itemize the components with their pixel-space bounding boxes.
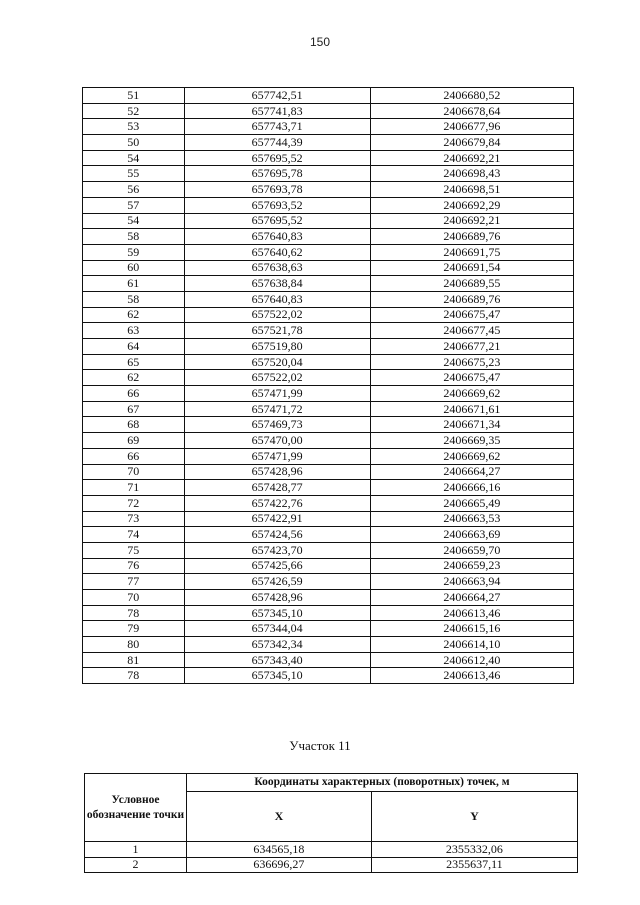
- header-row: [85, 774, 578, 792]
- header-y: Y: [371, 792, 577, 842]
- point-number-cell: 77: [83, 574, 185, 590]
- table-row: [83, 417, 574, 433]
- table-row: [85, 857, 578, 873]
- x-coordinate-cell: 657342,34: [184, 637, 370, 653]
- point-number-cell: 81: [83, 652, 185, 668]
- table-row: [83, 323, 574, 339]
- x-coordinate-cell: 657428,96: [184, 590, 370, 606]
- point-number-cell: 69: [83, 433, 185, 449]
- x-coordinate-cell: 657344,04: [184, 621, 370, 637]
- table-row: [83, 229, 574, 245]
- point-number-cell: 79: [83, 621, 185, 637]
- coordinates-table-body: [83, 88, 574, 684]
- table-row: [83, 291, 574, 307]
- table-row: [83, 652, 574, 668]
- table-row: [83, 605, 574, 621]
- x-coordinate-cell: 657471,99: [184, 448, 370, 464]
- point-number-cell: 2: [85, 857, 187, 873]
- point-number-cell: 66: [83, 448, 185, 464]
- point-number-cell: 62: [83, 307, 185, 323]
- point-number-cell: 51: [83, 88, 185, 104]
- y-coordinate-cell: 2406675,23: [370, 354, 573, 370]
- section-coordinates-table: [84, 773, 578, 873]
- x-coordinate-cell: 657422,91: [184, 511, 370, 527]
- x-coordinate-cell: 657471,72: [184, 401, 370, 417]
- y-coordinate-cell: 2406675,47: [370, 307, 573, 323]
- point-number-cell: 76: [83, 558, 185, 574]
- section-title: Участок 11: [289, 738, 351, 753]
- y-coordinate-cell: 2406613,46: [370, 668, 573, 684]
- x-coordinate-cell: 657638,63: [184, 260, 370, 276]
- x-coordinate-cell: 657693,52: [184, 197, 370, 213]
- y-coordinate-cell: 2406671,34: [370, 417, 573, 433]
- page-number: 150: [309, 35, 331, 49]
- point-number-cell: 73: [83, 511, 185, 527]
- x-coordinate-cell: 657422,76: [184, 495, 370, 511]
- point-number-cell: 58: [83, 291, 185, 307]
- table-row: [83, 574, 574, 590]
- table-row: [83, 182, 574, 198]
- x-coordinate-cell: 634565,18: [187, 842, 372, 858]
- point-number-cell: 66: [83, 386, 185, 402]
- table-row: [83, 433, 574, 449]
- table-row: [83, 166, 574, 182]
- x-coordinate-cell: 657345,10: [184, 668, 370, 684]
- y-coordinate-cell: 2406678,64: [370, 103, 573, 119]
- x-coordinate-cell: 657426,59: [184, 574, 370, 590]
- y-coordinate-cell: 2406679,84: [370, 135, 573, 151]
- table-row: [83, 260, 574, 276]
- y-coordinate-cell: 2406689,76: [370, 291, 573, 307]
- y-coordinate-cell: 2406669,62: [370, 386, 573, 402]
- y-coordinate-cell: 2406663,69: [370, 527, 573, 543]
- x-coordinate-cell: 657640,83: [184, 291, 370, 307]
- x-coordinate-cell: 657742,51: [184, 88, 370, 104]
- point-number-cell: 1: [85, 842, 187, 858]
- x-coordinate-cell: 657693,78: [184, 182, 370, 198]
- table-row: [83, 511, 574, 527]
- y-coordinate-cell: 2406613,46: [370, 605, 573, 621]
- x-coordinate-cell: 657423,70: [184, 542, 370, 558]
- point-number-cell: 80: [83, 637, 185, 653]
- y-coordinate-cell: 2406698,43: [370, 166, 573, 182]
- x-coordinate-cell: 657343,40: [184, 652, 370, 668]
- table-row: [83, 276, 574, 292]
- y-coordinate-cell: 2406615,16: [370, 621, 573, 637]
- point-number-cell: 68: [83, 417, 185, 433]
- table-row: [83, 590, 574, 606]
- y-coordinate-cell: 2406669,35: [370, 433, 573, 449]
- y-coordinate-cell: 2406675,47: [370, 370, 573, 386]
- y-coordinate-cell: 2406677,96: [370, 119, 573, 135]
- point-number-cell: 70: [83, 464, 185, 480]
- header-x: X: [187, 792, 372, 842]
- y-coordinate-cell: 2406698,51: [370, 182, 573, 198]
- y-coordinate-cell: 2406691,54: [370, 260, 573, 276]
- section-table-body: [85, 842, 578, 873]
- x-coordinate-cell: 657425,66: [184, 558, 370, 574]
- y-coordinate-cell: 2406663,53: [370, 511, 573, 527]
- x-coordinate-cell: 657521,78: [184, 323, 370, 339]
- table-row: [83, 637, 574, 653]
- x-coordinate-cell: 657640,62: [184, 244, 370, 260]
- table-row: [83, 307, 574, 323]
- y-coordinate-cell: 2406612,40: [370, 652, 573, 668]
- point-number-cell: 63: [83, 323, 185, 339]
- table-row: [83, 354, 574, 370]
- point-number-cell: 78: [83, 668, 185, 684]
- point-number-cell: 50: [83, 135, 185, 151]
- x-coordinate-cell: 657638,84: [184, 276, 370, 292]
- point-number-cell: 71: [83, 480, 185, 496]
- y-coordinate-cell: 2406692,29: [370, 197, 573, 213]
- table-row: [83, 370, 574, 386]
- y-coordinate-cell: 2355332,06: [371, 842, 577, 858]
- y-coordinate-cell: 2406665,49: [370, 495, 573, 511]
- y-coordinate-cell: 2406669,62: [370, 448, 573, 464]
- y-coordinate-cell: 2406664,27: [370, 464, 573, 480]
- point-number-cell: 52: [83, 103, 185, 119]
- x-coordinate-cell: 636696,27: [187, 857, 372, 873]
- y-coordinate-cell: 2406692,21: [370, 150, 573, 166]
- table-row: [83, 542, 574, 558]
- point-number-cell: 60: [83, 260, 185, 276]
- x-coordinate-cell: 657428,77: [184, 480, 370, 496]
- point-number-cell: 70: [83, 590, 185, 606]
- table-row: [83, 244, 574, 260]
- x-coordinate-cell: 657519,80: [184, 339, 370, 355]
- table-row: [83, 88, 574, 104]
- x-coordinate-cell: 657695,52: [184, 150, 370, 166]
- point-number-cell: 61: [83, 276, 185, 292]
- x-coordinate-cell: 657424,56: [184, 527, 370, 543]
- table-row: [83, 386, 574, 402]
- y-coordinate-cell: 2406659,70: [370, 542, 573, 558]
- y-coordinate-cell: 2406663,94: [370, 574, 573, 590]
- x-coordinate-cell: 657345,10: [184, 605, 370, 621]
- x-coordinate-cell: 657695,78: [184, 166, 370, 182]
- y-coordinate-cell: 2406671,61: [370, 401, 573, 417]
- y-coordinate-cell: 2406691,75: [370, 244, 573, 260]
- x-coordinate-cell: 657469,73: [184, 417, 370, 433]
- table-row: [83, 401, 574, 417]
- x-coordinate-cell: 657520,04: [184, 354, 370, 370]
- table-row: [83, 527, 574, 543]
- point-number-cell: 58: [83, 229, 185, 245]
- x-coordinate-cell: 657471,99: [184, 386, 370, 402]
- header-point-designation: Условное обозначение точки: [85, 774, 187, 842]
- y-coordinate-cell: 2406677,21: [370, 339, 573, 355]
- table-row: [83, 480, 574, 496]
- y-coordinate-cell: 2406666,16: [370, 480, 573, 496]
- table-row: [83, 668, 574, 684]
- y-coordinate-cell: 2406689,55: [370, 276, 573, 292]
- y-coordinate-cell: 2406689,76: [370, 229, 573, 245]
- point-number-cell: 62: [83, 370, 185, 386]
- x-coordinate-cell: 657741,83: [184, 103, 370, 119]
- header-coordinates-group: Координаты характерных (поворотных) точек, м: [187, 774, 578, 792]
- table-row: [83, 150, 574, 166]
- point-number-cell: 56: [83, 182, 185, 198]
- table-row: [83, 197, 574, 213]
- table-row: [83, 558, 574, 574]
- table-row: [83, 119, 574, 135]
- y-coordinate-cell: 2406664,27: [370, 590, 573, 606]
- table-row: [83, 495, 574, 511]
- x-coordinate-cell: 657640,83: [184, 229, 370, 245]
- table-row: [83, 448, 574, 464]
- point-number-cell: 65: [83, 354, 185, 370]
- coordinates-table: [82, 87, 574, 684]
- point-number-cell: 54: [83, 213, 185, 229]
- y-coordinate-cell: 2406659,23: [370, 558, 573, 574]
- y-coordinate-cell: 2406677,45: [370, 323, 573, 339]
- point-number-cell: 72: [83, 495, 185, 511]
- point-number-cell: 57: [83, 197, 185, 213]
- point-number-cell: 64: [83, 339, 185, 355]
- point-number-cell: 67: [83, 401, 185, 417]
- x-coordinate-cell: 657470,00: [184, 433, 370, 449]
- x-coordinate-cell: 657744,39: [184, 135, 370, 151]
- table-row: [83, 135, 574, 151]
- point-number-cell: 75: [83, 542, 185, 558]
- point-number-cell: 55: [83, 166, 185, 182]
- x-coordinate-cell: 657522,02: [184, 370, 370, 386]
- y-coordinate-cell: 2355637,11: [371, 857, 577, 873]
- point-number-cell: 78: [83, 605, 185, 621]
- table-row: [83, 213, 574, 229]
- y-coordinate-cell: 2406680,52: [370, 88, 573, 104]
- x-coordinate-cell: 657428,96: [184, 464, 370, 480]
- table-row: [83, 103, 574, 119]
- table-row: [83, 339, 574, 355]
- point-number-cell: 74: [83, 527, 185, 543]
- point-number-cell: 53: [83, 119, 185, 135]
- y-coordinate-cell: 2406692,21: [370, 213, 573, 229]
- point-number-cell: 59: [83, 244, 185, 260]
- x-coordinate-cell: 657695,52: [184, 213, 370, 229]
- y-coordinate-cell: 2406614,10: [370, 637, 573, 653]
- table-row: [85, 842, 578, 858]
- x-coordinate-cell: 657743,71: [184, 119, 370, 135]
- x-coordinate-cell: 657522,02: [184, 307, 370, 323]
- table-row: [83, 464, 574, 480]
- point-number-cell: 54: [83, 150, 185, 166]
- table-row: [83, 621, 574, 637]
